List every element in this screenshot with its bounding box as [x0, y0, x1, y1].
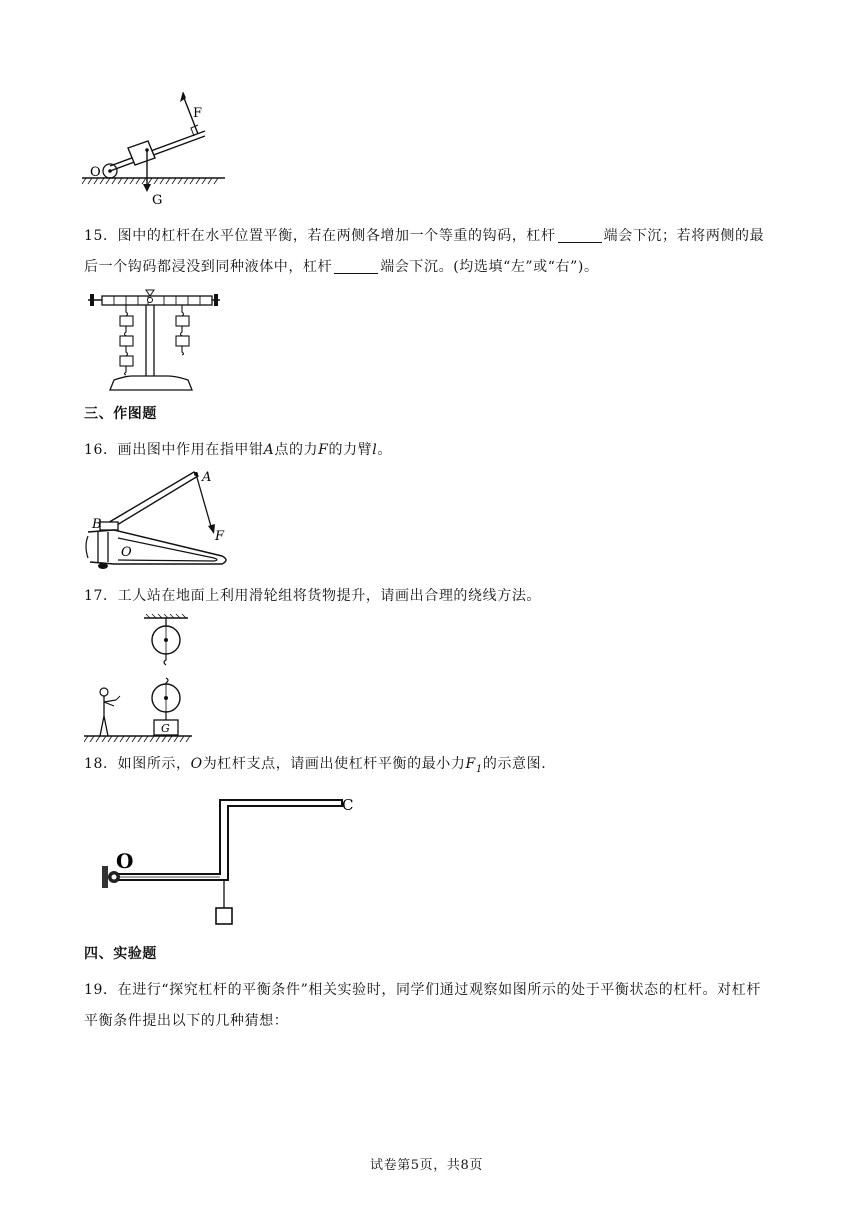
- q18-text-b: 为杠杆支点，请画出使杠杆平衡的最小力: [202, 756, 466, 772]
- section-3-heading: 三、作图题: [84, 406, 157, 422]
- q16-fig-label-f: F: [215, 529, 225, 544]
- q19-number: 19．: [84, 982, 118, 998]
- q15-line-1: [84, 226, 764, 246]
- q17-text: 工人站在地面上利用滑轮组将货物提升，请画出合理的绕线方法。: [117, 588, 542, 604]
- q14-lever-figure: [80, 92, 230, 207]
- section-4-heading: 四、实验题: [84, 946, 157, 962]
- q18-question: [84, 754, 546, 780]
- q15-blank-1[interactable]: [558, 228, 602, 243]
- q18-fig-label-o: O: [116, 849, 134, 873]
- q15-text-c: 后一个钩码都浸没到同种液体中，杠杆: [84, 259, 333, 275]
- q16-question: [84, 440, 392, 460]
- q15-number: 15．: [84, 228, 118, 244]
- q16-number: 16．: [84, 442, 118, 458]
- q19-text-1: 在进行“探究杠杆的平衡条件”相关实验时，同学们通过观察如图所示的处于平衡状态的杠杆。对杠杆: [117, 982, 761, 998]
- q15-line-2: [84, 257, 599, 277]
- q14-label-f: F: [193, 106, 203, 121]
- q19-line-2: 平衡条件提出以下的几种猜想：: [84, 1013, 289, 1029]
- q18-var-f1: F: [465, 756, 476, 772]
- q15-text-b: 端会下沉；若将两侧的最: [603, 228, 765, 244]
- q18-fig-label-c: C: [342, 796, 354, 814]
- q16-nail-clipper-figure: [84, 466, 244, 576]
- q16-text-d: 。: [377, 442, 392, 458]
- q16-text-b: 点的力: [274, 442, 319, 458]
- q16-var-f: F: [318, 442, 329, 458]
- q17-question: [84, 586, 541, 606]
- q18-var-o: O: [190, 756, 203, 772]
- q14-label-g: G: [152, 193, 163, 207]
- q15-text-d: 端会下沉。(均选填“左”或“右”)。: [380, 259, 599, 275]
- q18-number: 18．: [84, 756, 118, 772]
- q19-line-1: [84, 980, 761, 1000]
- page-footer: 试卷第5页，共8页: [370, 1158, 483, 1173]
- q15-balance-figure: [84, 284, 222, 396]
- q17-pulley-figure: [84, 612, 194, 744]
- q17-fig-label-g: G: [161, 722, 170, 735]
- q15-blank-2[interactable]: [334, 259, 378, 274]
- q16-var-a: A: [263, 442, 275, 458]
- q16-text-c: 的力臂: [328, 442, 373, 458]
- q16-var-l: l: [372, 442, 378, 458]
- q18-var-f1-sub: 1: [475, 763, 483, 775]
- q16-fig-label-a: A: [202, 470, 212, 485]
- q14-label-o: O: [90, 165, 101, 180]
- q15-text-a: 图中的杠杆在水平位置平衡，若在两侧各增加一个等重的钩码，杠杆: [117, 228, 556, 244]
- q16-fig-label-b: B: [92, 517, 102, 532]
- q17-number: 17．: [84, 588, 118, 604]
- q18-bent-lever-figure: [94, 786, 364, 931]
- q18-text-a: 如图所示，: [117, 756, 191, 772]
- q16-text-a: 画出图中作用在指甲钳: [117, 442, 264, 458]
- q16-fig-label-o: O: [121, 545, 132, 560]
- q18-text-c: 的示意图.: [482, 756, 547, 772]
